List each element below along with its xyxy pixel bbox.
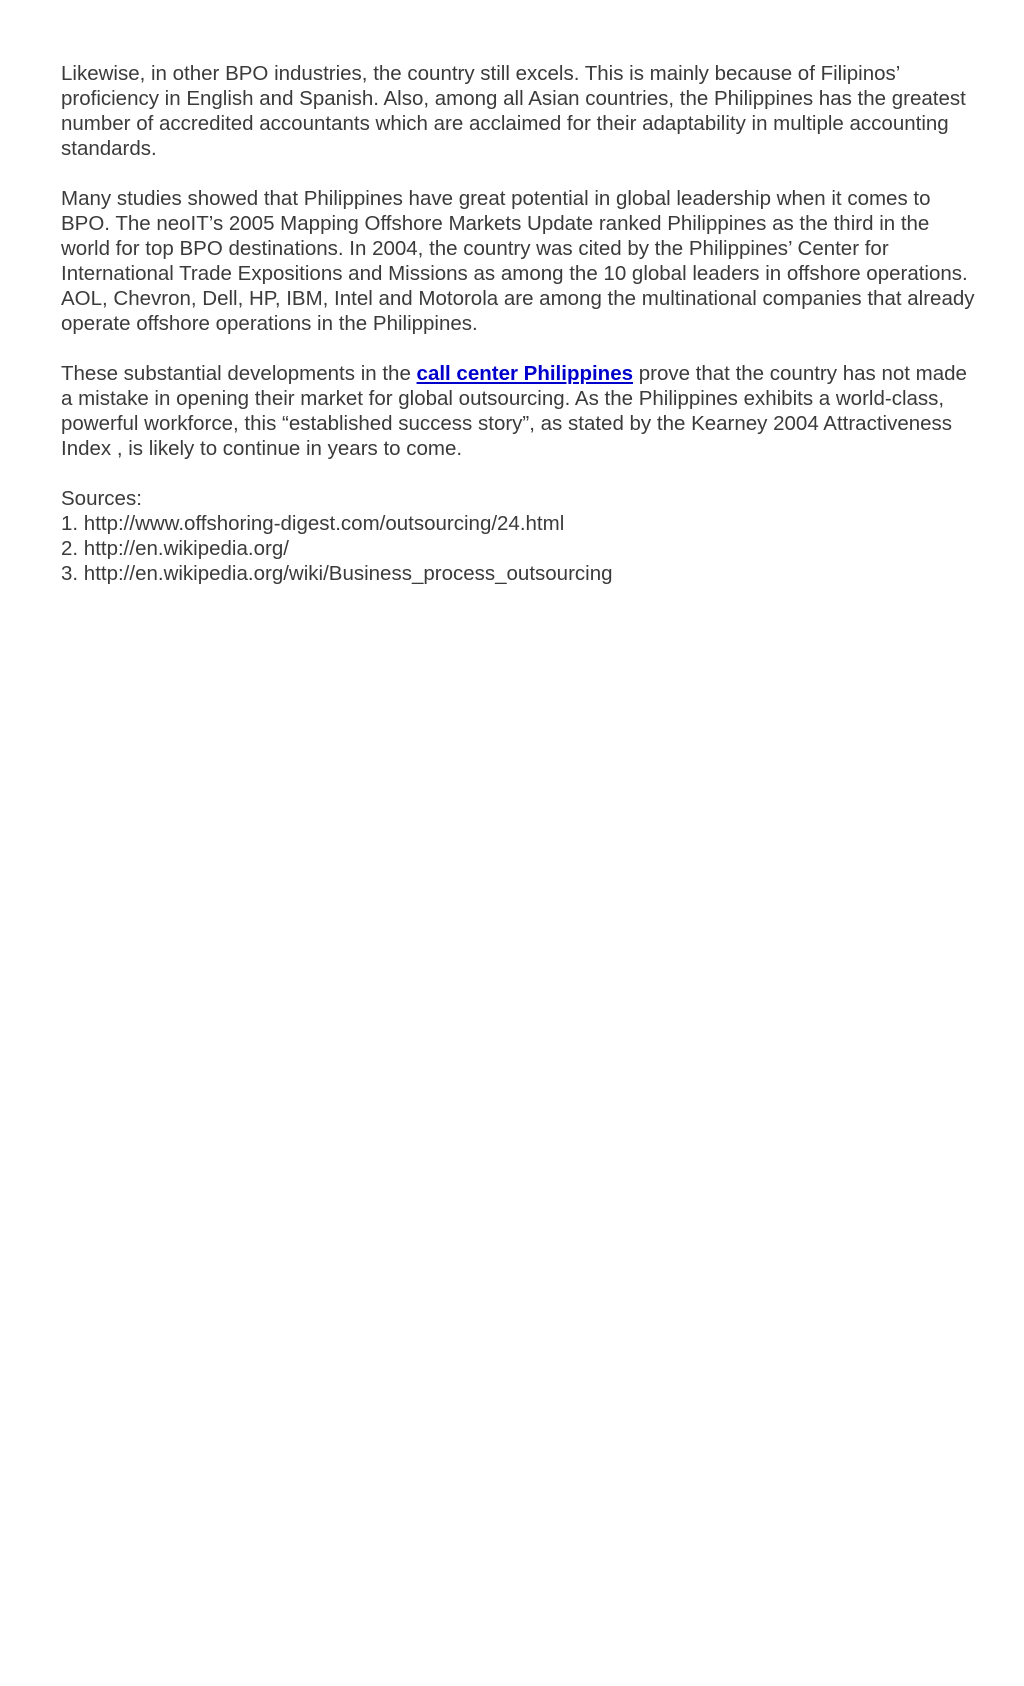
paragraph-call-center-developments (61, 361, 981, 461)
source-item: 3. http://en.wikipedia.org/wiki/Business_process_outsourcing (61, 562, 613, 585)
paragraph-text-before-link: These substantial developments in the (61, 362, 417, 385)
sources-heading: Sources: (61, 487, 142, 510)
document-page (61, 61, 981, 586)
source-item: 1. http://www.offshoring-digest.com/outsourcing/24.html (61, 512, 565, 535)
call-center-philippines-link[interactable]: call center Philippines (416, 362, 634, 385)
source-item: 2. http://en.wikipedia.org/ (61, 537, 289, 560)
sources-list (61, 486, 981, 586)
paragraph-bpo-industries: Likewise, in other BPO industries, the country still excels. This is mainly because of Filipinos’ proficiency in English and Spanish. Also, among all Asian countries, the Philippines has the greatest number of accredited accountants which are acclaimed for their adaptability in multiple accounting standards. (61, 62, 966, 160)
paragraph-text-after-link: prove that the country has not made a mistake in opening their market for global outsourcing. As the Philippines exhibits a world-class, powerful workforce, this “established success story”, as stated by the Kearney 2004 Attractiveness Index , is likely to continue in years to come. (61, 362, 967, 460)
paragraph-global-leadership: Many studies showed that Philippines have great potential in global leadership when it comes to BPO. The neoIT’s 2005 Mapping Offshore Markets Update ranked Philippines as the third in the world for top BPO destinations. In 2004, the country was cited by the Philippines’ Center for International Trade Expositions and Missions as among the 10 global leaders in offshore operations. AOL, Chevron, Dell, HP, IBM, Intel and Motorola are among the multinational companies that already operate offshore operations in the Philippines. (61, 187, 975, 335)
